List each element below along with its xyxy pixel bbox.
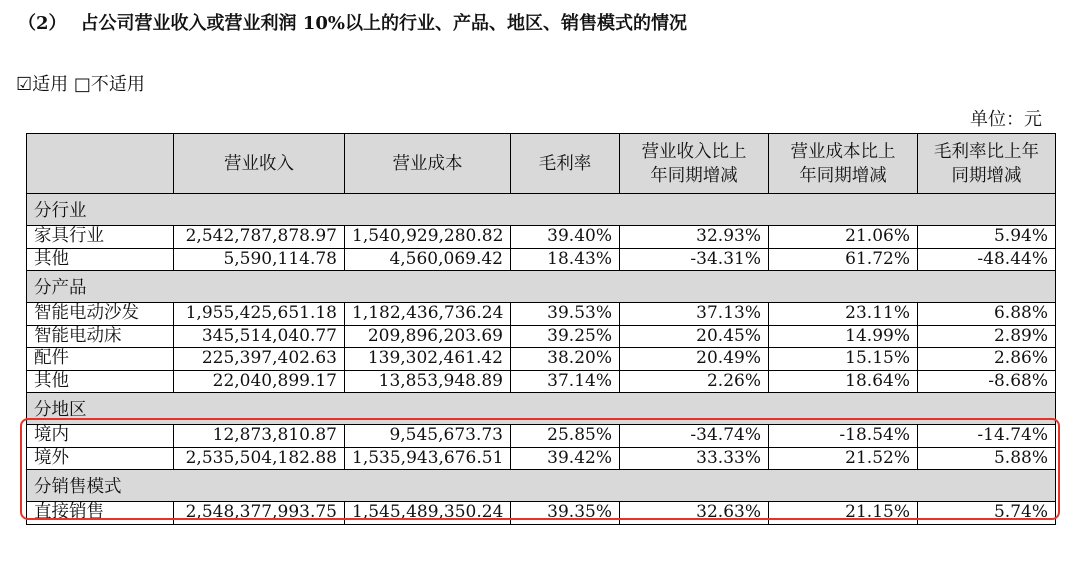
- row-label: 其他: [27, 370, 174, 393]
- column-header-line: 毛利率比上年: [934, 141, 1039, 162]
- table-cell: 39.53%: [511, 303, 620, 326]
- heading-text: 占公司营业收入或营业利润 10%以上的行业、产品、地区、销售模式的情况: [80, 13, 687, 34]
- revenue-breakdown-table: [26, 133, 1056, 525]
- table-cell: 5.88%: [918, 447, 1056, 470]
- table-row: [27, 325, 1056, 348]
- table-cell: 5,590,114.78: [174, 248, 345, 271]
- table-cell: 21.06%: [769, 226, 918, 249]
- table-row: [27, 348, 1056, 371]
- table-cell: 39.25%: [511, 325, 620, 348]
- table-body: [27, 194, 1056, 525]
- column-header: [511, 134, 620, 194]
- table-cell: 21.15%: [769, 502, 918, 525]
- table-cell: 2,548,377,993.75: [174, 502, 345, 525]
- table-cell: 32.63%: [620, 502, 769, 525]
- table-cell: 14.99%: [769, 325, 918, 348]
- column-header: [918, 134, 1056, 194]
- table-cell: 2.86%: [918, 348, 1056, 371]
- table-cell: 32.93%: [620, 226, 769, 249]
- table-cell: 15.15%: [769, 348, 918, 371]
- category-row: [27, 271, 1056, 303]
- column-header: [769, 134, 918, 194]
- category-title: 分地区: [27, 393, 1056, 425]
- category-title: 分行业: [27, 194, 1056, 226]
- not-applicable-label: □不适用: [73, 74, 145, 95]
- header-row: [27, 134, 1056, 194]
- category-title: 分产品: [27, 271, 1056, 303]
- table-cell: 1,182,436,736.24: [345, 303, 511, 326]
- table-cell: 6.88%: [918, 303, 1056, 326]
- row-label: 配件: [27, 348, 174, 371]
- column-header-line: 同期增减: [951, 165, 1022, 186]
- table-cell: 33.33%: [620, 447, 769, 470]
- row-label: 智能电动床: [27, 325, 174, 348]
- column-header: [620, 134, 769, 194]
- table-cell: 225,397,402.63: [174, 348, 345, 371]
- table-cell: 22,040,899.17: [174, 370, 345, 393]
- table-cell: 21.52%: [769, 447, 918, 470]
- table-cell: 1,535,943,676.51: [345, 447, 511, 470]
- table-cell: 20.49%: [620, 348, 769, 371]
- table-cell: 345,514,040.77: [174, 325, 345, 348]
- column-header-line: 营业成本比上: [790, 141, 896, 162]
- table-cell: 5.94%: [918, 226, 1056, 249]
- table-cell: 37.13%: [620, 303, 769, 326]
- category-row: [27, 393, 1056, 425]
- column-header-line: 毛利率: [538, 153, 592, 174]
- applicability-options: [16, 70, 145, 96]
- table-cell: 20.45%: [620, 325, 769, 348]
- category-title: 分销售模式: [27, 470, 1056, 502]
- table-row: [27, 226, 1056, 249]
- table-cell: -18.54%: [769, 425, 918, 448]
- table-cell: 2,535,504,182.88: [174, 447, 345, 470]
- table-cell: 23.11%: [769, 303, 918, 326]
- table-cell: 39.42%: [511, 447, 620, 470]
- table-cell: 25.85%: [511, 425, 620, 448]
- column-header-line: 年同期增减: [650, 165, 738, 186]
- table-cell: 5.74%: [918, 502, 1056, 525]
- row-label: 其他: [27, 248, 174, 271]
- row-label: 智能电动沙发: [27, 303, 174, 326]
- table-cell: 39.35%: [511, 502, 620, 525]
- table-cell: 61.72%: [769, 248, 918, 271]
- column-header: [174, 134, 345, 194]
- table-cell: 4,560,069.42: [345, 248, 511, 271]
- table-header: [27, 134, 1056, 194]
- table-cell: 1,540,929,280.82: [345, 226, 511, 249]
- table-cell: 37.14%: [511, 370, 620, 393]
- table-cell: 209,896,203.69: [345, 325, 511, 348]
- column-header-line: 营业成本: [392, 153, 463, 174]
- unit-label: 单位：元: [970, 109, 1042, 130]
- table-cell: 2.26%: [620, 370, 769, 393]
- table-cell: 2.89%: [918, 325, 1056, 348]
- table-cell: -48.44%: [918, 248, 1056, 271]
- row-label: 家具行业: [27, 226, 174, 249]
- column-header-line: 营业收入比上: [641, 141, 747, 162]
- table-cell: 1,955,425,651.18: [174, 303, 345, 326]
- applicable-checked-label: ☑适用: [16, 74, 69, 95]
- section-heading: [18, 9, 687, 35]
- table-cell: 2,542,787,878.97: [174, 226, 345, 249]
- table-cell: -34.74%: [620, 425, 769, 448]
- heading-index: （2）: [18, 13, 67, 34]
- row-label: 直接销售: [27, 502, 174, 525]
- column-header: [345, 134, 511, 194]
- row-label: 境外: [27, 447, 174, 470]
- table-row: [27, 447, 1056, 470]
- category-row: [27, 194, 1056, 226]
- category-row: [27, 470, 1056, 502]
- table-cell: 13,853,948.89: [345, 370, 511, 393]
- table-cell: 12,873,810.87: [174, 425, 345, 448]
- table-row: [27, 248, 1056, 271]
- table-row: [27, 425, 1056, 448]
- table-cell: 9,545,673.73: [345, 425, 511, 448]
- table-cell: 39.40%: [511, 226, 620, 249]
- column-header-line: 年同期增减: [799, 165, 887, 186]
- table-cell: 18.43%: [511, 248, 620, 271]
- row-label: 境内: [27, 425, 174, 448]
- table-cell: 1,545,489,350.24: [345, 502, 511, 525]
- table-cell: 38.20%: [511, 348, 620, 371]
- table-cell: 18.64%: [769, 370, 918, 393]
- table-row: [27, 502, 1056, 525]
- table-cell: -34.31%: [620, 248, 769, 271]
- table-cell: -8.68%: [918, 370, 1056, 393]
- column-header-line: 营业收入: [224, 153, 294, 174]
- table-cell: 139,302,461.42: [345, 348, 511, 371]
- table-cell: -14.74%: [918, 425, 1056, 448]
- table-row: [27, 370, 1056, 393]
- column-header: [27, 134, 174, 194]
- table-row: [27, 303, 1056, 326]
